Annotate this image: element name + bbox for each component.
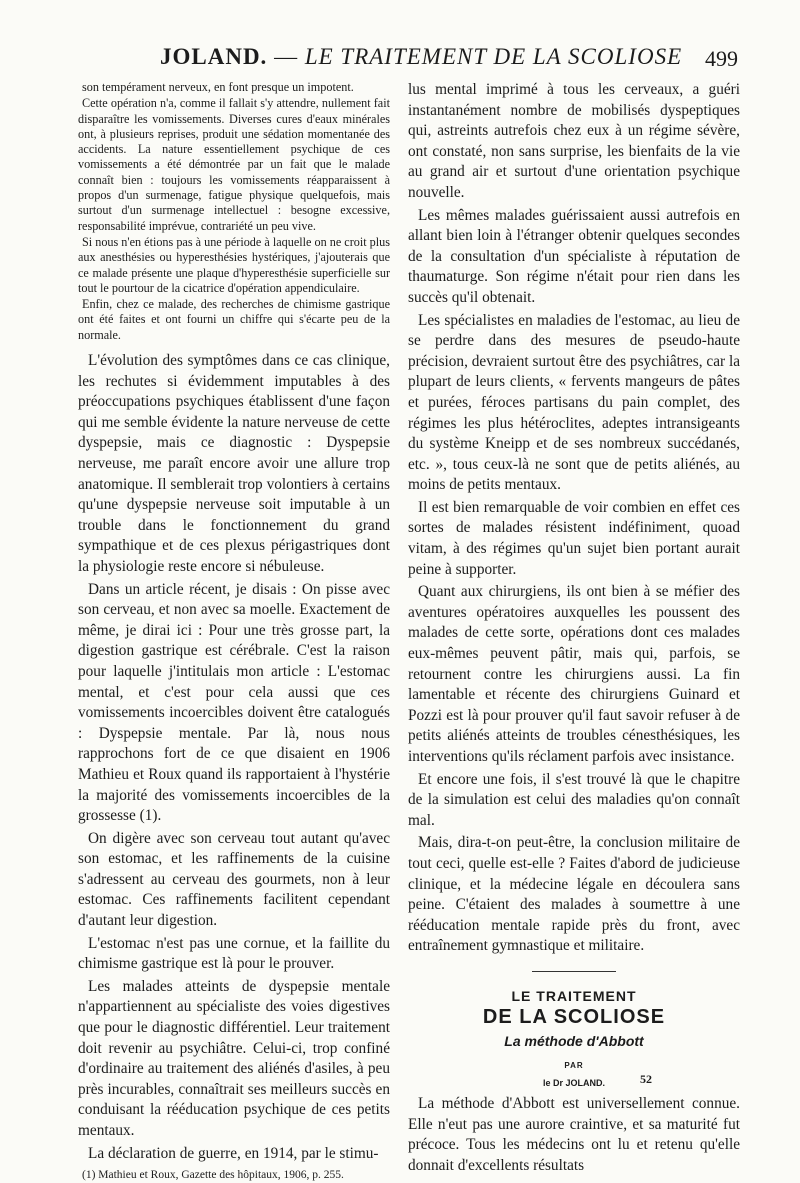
note-paragraph: Si nous n'en étions pas à une période à laquelle on ne croit plus aux anesthésies ou hyperesthésies hystériques, j'ajouterais que ce malade présente une plaque d'hyperesthésie superficielle sur tout le pourtour de la cicatrice d'opération appendiculaire. <box>78 234 390 295</box>
body-paragraph: Quant aux chirurgiens, ils ont bien à se méfier des aventures opératoires auxquelles les poussent des malades de cette sorte, opérations dont ces malades eux-mêmes peuvent pâtir, mais qui, parfois, se retournent contre les chirurgiens aussi. La fin lamentable et récente des chirurgiens Guinard et Pozzi est là pour prouver qu'il faut savoir refuser à de petits aliénés atteints de troubles cénesthésiques, les interventions qu'ils réclament parfois avec insistance. <box>408 583 740 765</box>
article-by: PAR <box>564 1060 584 1070</box>
note-paragraph: son tempérament nerveux, en font presque un impotent. <box>82 80 354 94</box>
article-subtitle: La méthode d'Abbott <box>504 1032 644 1049</box>
body-paragraph: Les mêmes malades guérissaient aussi autrefois en allant bien loin à l'étranger obtenir quelques secondes de la consultation d'un spécialiste à réputation de thaumaturge. Son régime n'était pour rien dans les succès qu'il obtenait. <box>408 206 740 306</box>
body-paragraph: On digère avec son cerveau tout autant qu'avec son estomac, et les raffinements de la cuisine s'adressent au cerveau des gourmets, non à leur estomac. Ces raffinements facilitent cependant d'autant leur digestion. <box>78 829 390 930</box>
article-first-paragraph: La méthode d'Abbott est universellement connue. Elle n'eut pas une aurore craintive, et sa maturité fut précoce. Tous les médecins ont lu et retenu qu'elle donnait d'excellents résultats <box>408 1094 740 1174</box>
footnote: (1) Mathieu et Roux, Gazette des hôpitaux, 1906, p. 255. <box>82 1169 344 1182</box>
body-paragraph: Dans un article récent, je disais : On pisse avec son cerveau, et non avec sa moelle. Exactement de même, je dirai ici : Pour une très grosse part, la digestion gastrique est cérébrale. C'est la raison pour laquelle j'intitulais mon article : L'estomac mental, et c'est pour cela aussi que ces vomissements incoercibles doivent être catalogués : Dyspepsie mentale. Par là, nous nous rapprochons fort de ce que disaient en 1906 Mathieu et Roux quand ils rapportaient à l'hystérie la majorité des vomissements incoercibles de la grossesse (1). <box>78 580 390 825</box>
page-number: 499 <box>705 46 738 71</box>
body-paragraph: lus mental imprimé à tous les cerveaux, a guéri instantanément nombre de mobilisés dyspeptiques qui, astreints autrefois chez eux à un régime sévère, ont constaté, non sans surprise, les bienfaits de la vie au grand air et surtout d'une orientation psychique nouvelle. <box>408 81 740 201</box>
header-dash: — <box>267 44 305 69</box>
case-notes <box>78 80 390 343</box>
running-header <box>0 44 800 76</box>
article-heading <box>408 988 740 1088</box>
body-paragraph: La déclaration de guerre, en 1914, par le stimu- <box>88 1144 379 1162</box>
body-paragraph: Mais, dira-t-on peut-être, la conclusion militaire de tout ceci, quelle est-elle ? Faites d'abord de judicieuse clinique, et la médecine légale en découlera sans peine. C'étaient des malades à soumettre à une rééducation mentale rapide près du front, avec entraînement gymnastique et militaire. <box>408 834 740 955</box>
note-paragraph: Cette opération n'a, comme il fallait s'y attendre, nullement fait disparaître les vomissements. Diverses cures d'eaux minérales ont, à plusieurs reprises, produit une sédation momentanée des accidents. La nature essentiellement psychique de ces vomissements a été démontrée par un fait que le malade connaît bien : toujours les vomissements réapparaissent à propos d'un surmenage, fatigue physique quelquefois, mais surtout d'un surmenage intellectuel : besogne excessive, responsabilité imprévue, contrariété un peu vive. <box>78 96 390 233</box>
running-title <box>160 44 682 70</box>
right-column <box>408 80 740 1178</box>
body-paragraph: Les spécialistes en maladies de l'estomac, au lieu de se perdre dans des mesures de pseudo-haute précision, devraient surtout être des psychiâtres, car la plupart de leurs clients, « fervents mangeurs de pâtes et purées, féroces partisans du pain complet, des régimes les plus hétéroclites, adeptes intransigeants du système Kneipp et de ses nombreux succédanés, etc. », tous ceux-là ne sont que de petits aliénés, au moins de petits mentaux. <box>408 311 740 494</box>
body-paragraph: Il est bien remarquable de voir combien en effet ces sortes de malades résistent indéfiniment, quoad vitam, à des régimes qu'un sujet bien portant aurait peine à supporter. <box>408 498 740 578</box>
article-title: DE LA SCOLIOSE <box>482 1005 666 1028</box>
left-column <box>78 80 390 1183</box>
signature-folio: 52 <box>640 1072 652 1086</box>
body-paragraph: Et encore une fois, il s'est trouvé là que le chapitre de la simulation est celui des maladies qu'on connaît mal. <box>408 770 740 829</box>
section-divider <box>532 971 616 972</box>
article-author: le Dr JOLAND. <box>542 1077 605 1088</box>
header-author: JOLAND. <box>160 44 268 69</box>
article-kicker: LE TRAITEMENT <box>511 987 637 1004</box>
body-paragraph: L'estomac n'est pas une cornue, et la faillite du chimisme gastrique est là pour le prouver. <box>78 934 390 973</box>
body-paragraph: Les malades atteints de dyspepsie mentale n'appartiennent au spécialiste des voies digestives que pour le diagnostic différentiel. Leur traitement doit revenir au psychiâtre. Celui-ci, trop confiné d'ordinaire au traitement des aliénés d'asiles, à peu près incurables, connaîtrait ses meilleurs succès en conduisant la rééducation psychique de ces petits mentaux. <box>78 977 390 1140</box>
body-paragraph: L'évolution des symptômes dans ce cas clinique, les rechutes si évidemment imputables à des préoccupations psychiques établissent d'une façon qui me semble évidente la nature nerveuse de cette dyspepsie, mais ce diagnostic : Dyspepsie nerveuse, me paraît encore avoir une allure trop anatomique. Il semblerait trop volontiers à certains qu'une dyspepsie nerveuse soit imputable à un trouble dans le fonctionnement du grand sympathique et de ces plexus périgastriques dont la physiologie reste encore si nébuleuse. <box>78 352 390 575</box>
header-subtitle: LE TRAITEMENT DE LA SCOLIOSE <box>304 44 683 69</box>
note-paragraph: Enfin, chez ce malade, des recherches de chimisme gastrique ont été faites et ont fourni un chiffre qui s'écarte peu de la normale. <box>78 297 390 342</box>
